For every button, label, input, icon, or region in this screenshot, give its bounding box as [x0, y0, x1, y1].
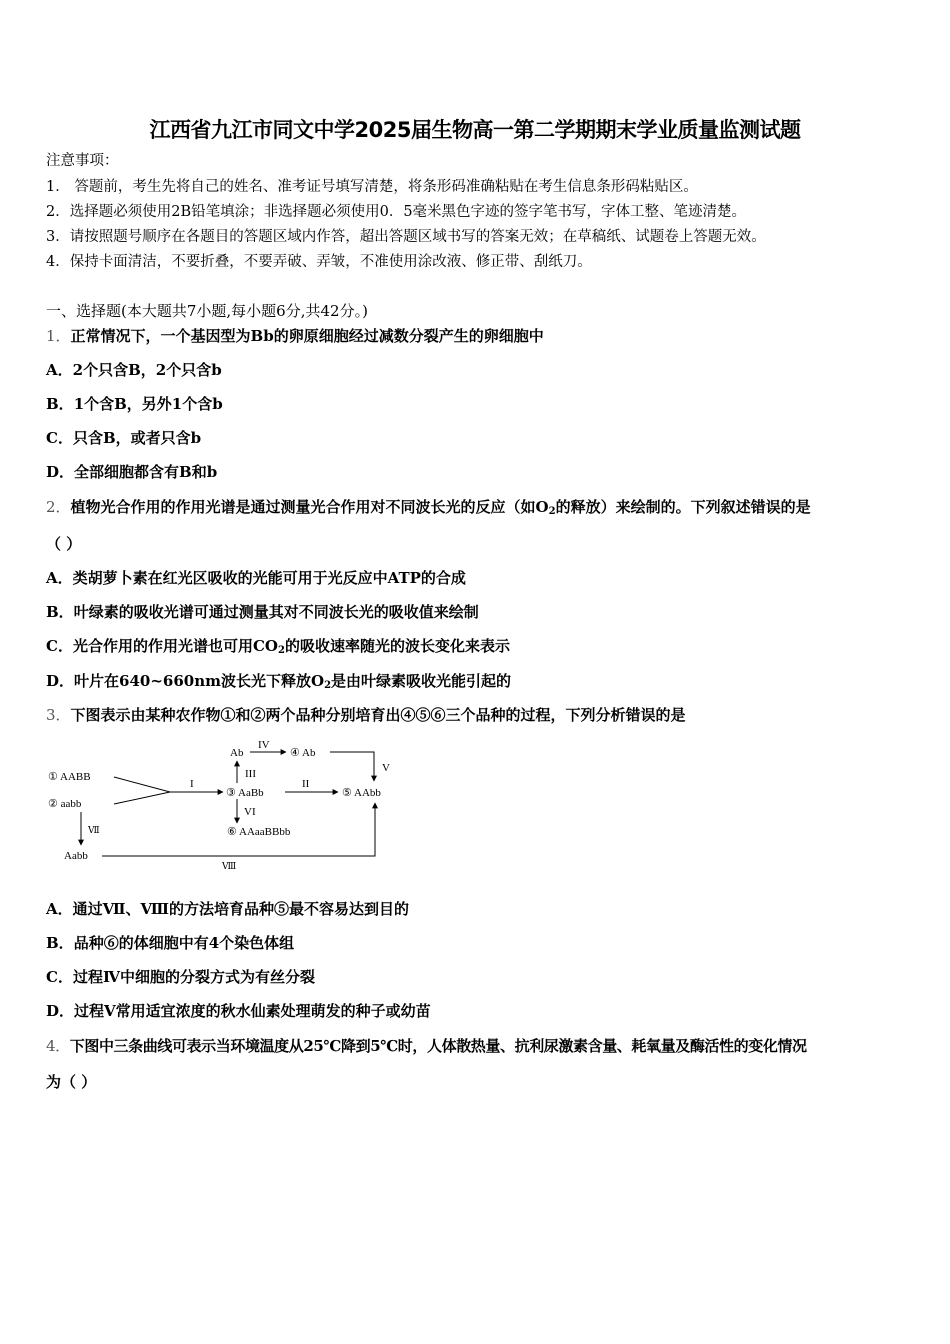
- notice-heading: 注意事项：: [46, 153, 119, 169]
- label-III: III: [245, 768, 256, 780]
- node-5: ⑤ AAbb: [342, 787, 381, 799]
- node-3: ③ AaBb: [226, 787, 264, 799]
- option-c: C．过程Ⅳ中细胞的分裂方式为有丝分裂: [46, 968, 315, 986]
- label-IV: IV: [258, 739, 270, 751]
- option-b: B．1个含B，另外1个含b: [46, 395, 223, 413]
- question-4-answer-blank: 为（ ）: [46, 1073, 97, 1091]
- option-b: B．品种⑥的体细胞中有4个染色体组: [46, 934, 295, 952]
- option-c: C．光合作用的作用光谱也可用$CO_2$的吸收速率随光的波长变化来表示: [46, 637, 510, 656]
- node-2: ② aabb: [48, 798, 82, 810]
- option-d: D．全部细胞都含有B和b: [46, 463, 218, 481]
- question-2-answer-blank: （ ）: [46, 535, 82, 553]
- label-II: II: [302, 778, 310, 790]
- edge-2-3: [114, 792, 170, 804]
- notice-item: 1． 答题前，考生先将自己的姓名、准考证号填写清楚，将条形码准确粘贴在考生信息条形码粘贴区。: [46, 179, 698, 195]
- section-heading: 一、选择题(本大题共7小题,每小题6分,共42分。): [46, 302, 368, 320]
- question-4-stem: 4．下图中三条曲线可表示当环境温度从25℃降到5℃时，人体散热量、抗利尿激素含量、耗氧量及酶活性的变化情况: [46, 1037, 807, 1055]
- label-I: I: [190, 778, 194, 790]
- option-a: A．通过Ⅶ、Ⅷ的方法培育品种⑤最不容易达到目的: [46, 900, 410, 918]
- label-VIII: Ⅷ: [222, 861, 237, 871]
- notice-item: 2．选择题必须使用2B铅笔填涂；非选择题必须使用0．5毫米黑色字迹的签字笔书写，字体工整、笔迹清楚。: [46, 204, 747, 220]
- label-VII: Ⅶ: [88, 825, 100, 835]
- question-number: 2．: [46, 498, 71, 516]
- node-4: ④ Ab: [290, 747, 316, 759]
- node-aabb2: Aabb: [64, 850, 88, 862]
- question-2-stem: 2．植物光合作用的作用光谱是通过测量光合作用对不同波长光的反应（如$O_2$的释放）来绘制的。下列叙述错误的是: [46, 498, 811, 517]
- node-1: ① AABB: [48, 771, 91, 783]
- option-a: A．类胡萝卜素在红光区吸收的光能可用于光反应中ATP的合成: [46, 569, 466, 587]
- option-c: C．只含B，或者只含b: [46, 429, 202, 447]
- label-V: V: [382, 762, 390, 774]
- edge-1-3: [114, 777, 170, 792]
- page-title: 江西省九江市同文中学2025届生物高一第二学期期末学业质量监测试题: [149, 118, 801, 142]
- node-6: ⑥ AAaaBBbb: [227, 826, 291, 838]
- breeding-diagram: [40, 735, 420, 875]
- question-text: 正常情况下，一个基因型为Bb的卵原细胞经过减数分裂产生的卵细胞中: [70, 327, 544, 345]
- node-ab: Ab: [230, 747, 244, 759]
- option-a: A．2个只含B，2个只含b: [46, 361, 222, 379]
- option-b: B．叶绿素的吸收光谱可通过测量其对不同波长光的吸收值来绘制: [46, 603, 479, 621]
- question-number: 3．: [46, 706, 71, 724]
- edge-V: [330, 752, 374, 781]
- notice-item: 3．请按照题号顺序在各题目的答题区域内作答，超出答题区域书写的答案无效；在草稿纸、试题卷上答题无效。: [46, 229, 766, 245]
- question-number: 1．: [46, 327, 71, 345]
- question-1-stem: [46, 327, 544, 345]
- question-3-stem: 3．下图表示由某种农作物①和②两个品种分别培育出④⑤⑥三个品种的过程，下列分析错误的是: [46, 706, 686, 724]
- option-d: D．叶片在640~660nm波长光下释放$O_2$是由叶绿素吸收光能引起的: [46, 672, 512, 691]
- question-number: 4．: [46, 1037, 70, 1055]
- notice-item: 4．保持卡面清洁，不要折叠，不要弄破、弄皱，不准使用涂改液、修正带、刮纸刀。: [46, 254, 592, 270]
- label-VI: VI: [244, 806, 256, 818]
- option-d: D．过程Ⅴ常用适宜浓度的秋水仙素处理萌发的种子或幼苗: [46, 1002, 431, 1020]
